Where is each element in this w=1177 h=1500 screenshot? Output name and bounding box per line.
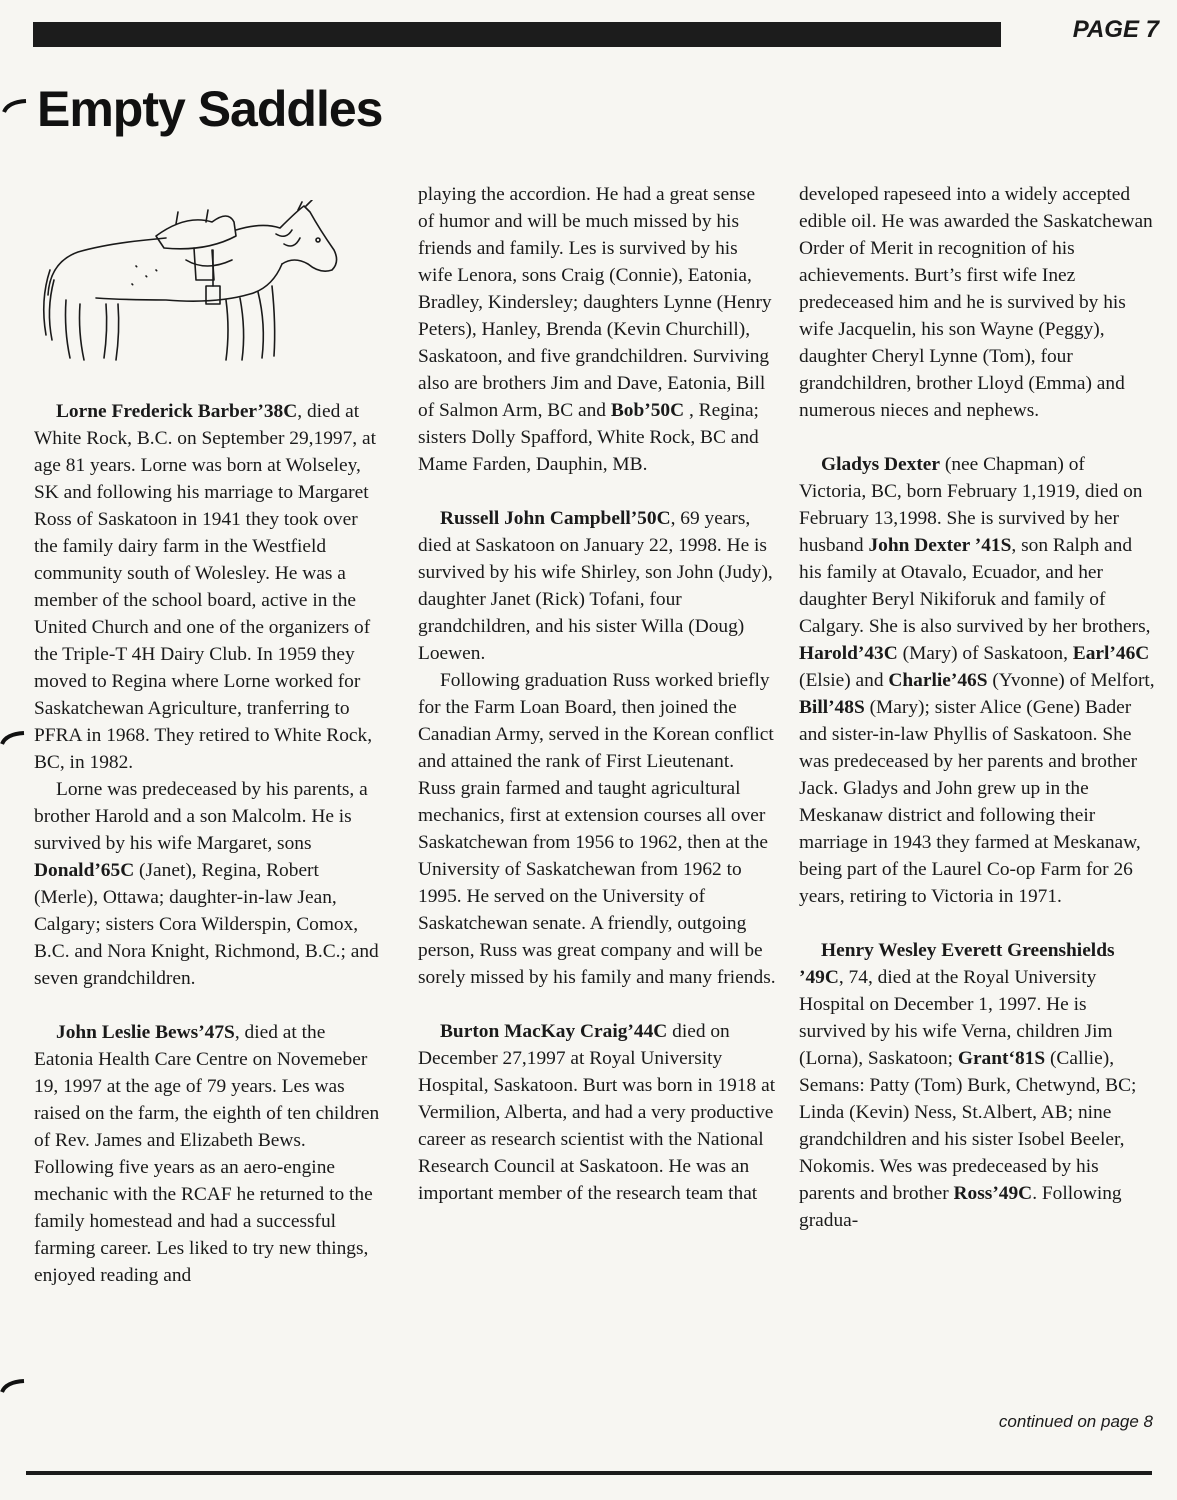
text-run: playing the accordion. He had a great sense of humor and will be much missed by his friends and family. Les is survived by his wife Lenora, sons Craig (Connie), Eatonia, Bradley, Kindersley; daughters Lynne (Henry Peters), Hanley, Brenda (Kevin Churchill), Saskatoon, and five grandchildren. Surviving also are brothers Jim and Dave, Eatonia, Bill of Salmon Arm, BC and — [418, 184, 772, 421]
continued-note: continued on page 8 — [998, 1412, 1153, 1431]
obituary-craig-continued — [799, 181, 1155, 424]
text-run: , 69 years, died at Saskatoon on January 22, 1998. He is survived by his wife Shirley, son John (Judy), daughter Janet (Rick) Tofani, four grandchildren, and his sister Willa (Doug) Loewen. — [418, 508, 773, 664]
alumni-name: Grant‘81S — [957, 1048, 1046, 1069]
obituary-barber-family — [34, 776, 382, 992]
column-left — [34, 398, 382, 1289]
text-run: . Following gradua- — [799, 1183, 1122, 1231]
obituary-bews-continued — [418, 181, 776, 478]
text-run: , 74, died at the Royal University Hospital on December 1, 1997. He is survived by his wife Verna, children Jim (Lorna), Saskatoon; — [799, 967, 1113, 1069]
obituary-bews — [34, 1019, 382, 1289]
alumni-name: Burton MacKay Craig’44C — [440, 1021, 668, 1042]
text-run: (Elsie) and — [799, 670, 889, 691]
alumni-name: Ross’49C — [953, 1183, 1033, 1204]
alumni-name: Henry Wesley Everett Greenshields ’49C — [799, 940, 1115, 988]
obituary-barber — [34, 398, 382, 776]
obituary-campbell-career — [418, 667, 776, 991]
obituary-dexter — [799, 451, 1155, 910]
alumni-name: Donald’65C — [34, 860, 135, 881]
obituary-craig — [418, 1018, 776, 1207]
saddled-horse-illustration — [36, 200, 356, 370]
alumni-name: Gladys Dexter — [821, 454, 941, 475]
text-run: (Janet), Regina, Robert (Merle), Ottawa; daughter-in-law Jean, Calgary; sisters Cora Wilderspin, Comox, B.C. and Nora Knight, Richmond, B.C.; and seven grandchildren. — [34, 860, 379, 989]
alumni-name: Russell John Campbell’50C — [440, 508, 671, 529]
alumni-name: Bob’50C — [610, 400, 685, 421]
obituary-campbell — [418, 505, 776, 667]
text-run: , died at the Eatonia Health Care Centre on Novemeber 19, 1997 at the age of 79 years. Les was raised on the farm, the eighth of ten children of Rev. James and Elizabeth Bews. Following five years as an aero-engine mechanic with the RCAF he returned to the family homestead and had a successful farming career. Les liked to try new things, enjoyed reading and — [34, 1022, 380, 1286]
text-run: (Mary); sister Alice (Gene) Bader and sister-in-law Phyllis of Saskatoon. She was predeceased by her parents and brother Jack. Gladys and John grew up in the Meskanaw district and following their marriage in 1943 they farmed at Meskanaw, being part of the Laurel Co-op Farm for 26 years, retiring to Victoria in 1971. — [799, 697, 1141, 907]
alumni-name: Lorne Frederick Barber’38C — [56, 401, 298, 422]
alumni-name: Bill’48S — [799, 697, 865, 718]
text-run: , died at White Rock, B.C. on September 29,1997, at age 81 years. Lorne was born at Wolseley, SK and following his marriage to Margaret Ross of Saskatoon in 1941 they took over the family dairy farm in the Westfield community south of Wolesley. He was a member of the school board, active in the United Church and one of the organizers of the Triple-T 4H Dairy Club. In 1959 they moved to Regina where Lorne worked for Saskatchewan Agriculture, tranferring to PFRA in 1968. They retired to White Rock, BC, in 1982. — [34, 401, 376, 773]
column-right — [799, 181, 1155, 1234]
page-title: Empty Saddles — [37, 81, 383, 137]
alumni-name: John Leslie Bews’47S — [56, 1022, 235, 1043]
alumni-name: Charlie’46S — [888, 670, 988, 691]
binding-mark-icon — [2, 98, 28, 114]
column-middle — [418, 181, 776, 1207]
text-run: Lorne was predeceased by his parents, a brother Harold and a son Malcolm. He is survived by his wife Margaret, sons — [34, 779, 368, 854]
text-run: (nee Chapman) of Victoria, BC, born February 1,1919, died on February 13,1998. She is survived by her husband — [799, 454, 1143, 556]
alumni-name: Earl’46C — [1072, 643, 1150, 664]
obituary-greenshields — [799, 937, 1155, 1234]
text-run: , son Ralph and his family at Otavalo, Ecuador, and her daughter Beryl Nikiforuk and family of Calgary. She is also survived by her brothers, — [799, 535, 1151, 637]
text-run: Following graduation Russ worked briefly for the Farm Loan Board, then joined the Canadian Army, served in the Korean conflict and attained the rank of First Lieutenant. Russ grain farmed and taught agricultural mechanics, first at extension courses all over Saskatchewan from 1956 to 1962, then at the University of Saskatchewan from 1962 to 1995. He served on the University of Saskatchewan senate. A friendly, outgoing person, Russ was great company and will be sorely missed by his family and many friends. — [418, 670, 776, 988]
text-run: developed rapeseed into a widely accepted edible oil. He was awarded the Saskatchewan Order of Merit in recognition of his achievements. Burt’s first wife Inez predeceased him and he is survived by his wife Jacquelin, his son Wayne (Peggy), daughter Cheryl Lynne (Tom), four grandchildren, brother Lloyd (Emma) and numerous nieces and nephews. — [799, 184, 1153, 421]
page-number: PAGE 7 — [1072, 16, 1159, 43]
text-run: (Callie), Semans: Patty (Tom) Burk, Chetwynd, BC; Linda (Kevin) Ness, St.Albert, AB; nine grandchildren and his sister Isobel Beeler, Nokomis. Wes was predeceased by his parents and brother — [799, 1048, 1137, 1204]
footer-rule — [26, 1471, 1152, 1475]
text-run: died on December 27,1997 at Royal University Hospital, Saskatoon. Burt was born in 1918 at Vermilion, Alberta, and had a very productive career as research scientist with the National Research Council at Saskatoon. He was an important member of the research team that — [418, 1021, 776, 1204]
alumni-name: John Dexter ’41S — [868, 535, 1012, 556]
header-bar — [33, 22, 1001, 47]
binding-mark-icon — [0, 1378, 26, 1394]
text-run: (Mary) of Saskatoon, — [897, 643, 1073, 664]
text-run: (Yvonne) of Melfort, — [987, 670, 1155, 691]
alumni-name: Harold’43C — [799, 643, 898, 664]
text-run: , Regina; sisters Dolly Spafford, White Rock, BC and Mame Farden, Dauphin, MB. — [418, 400, 759, 475]
binding-mark-icon — [0, 730, 26, 746]
